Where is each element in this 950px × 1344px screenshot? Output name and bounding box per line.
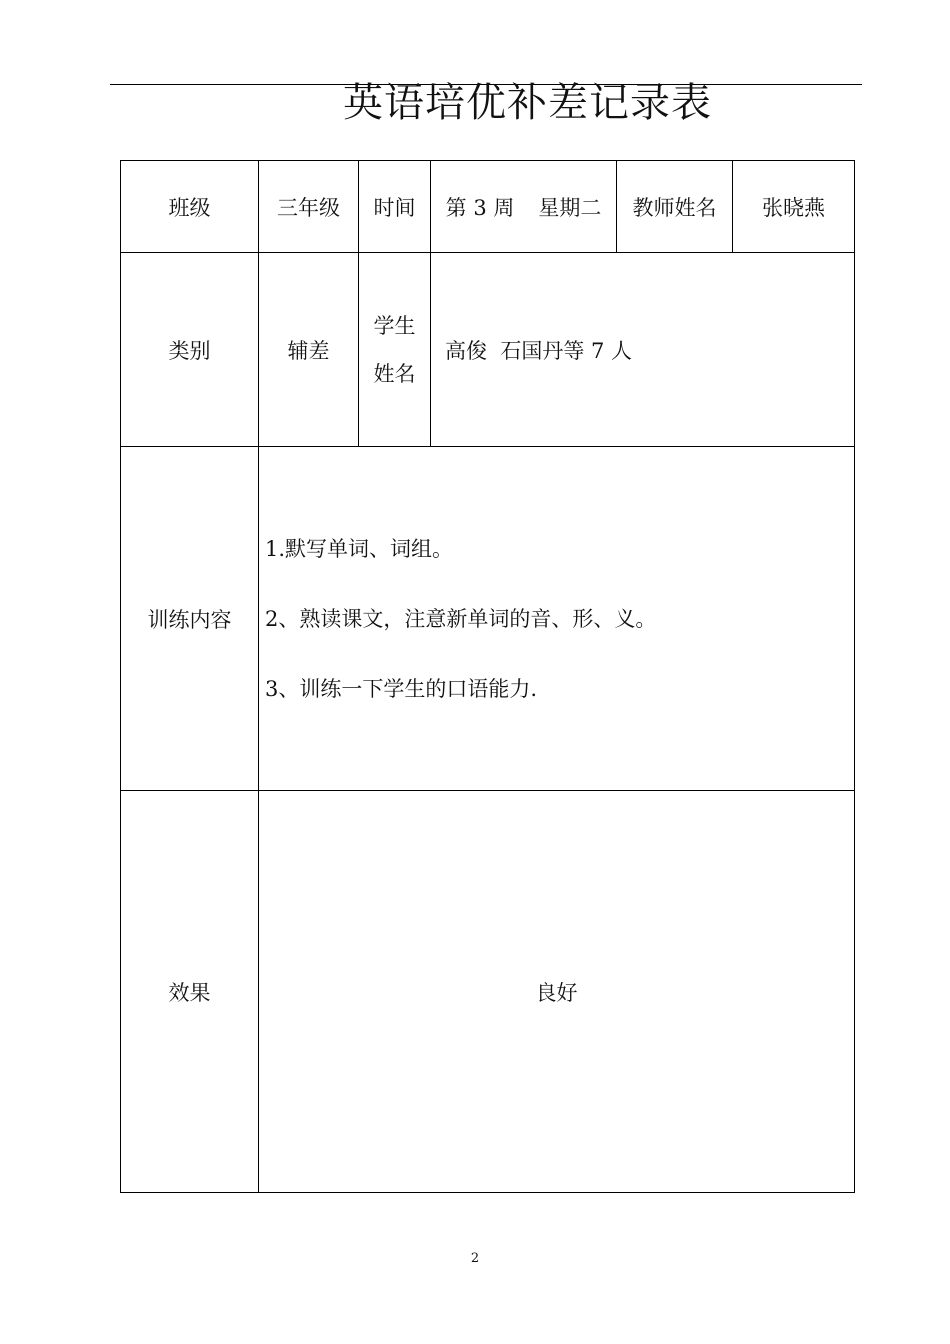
- teacher-label: 教师姓名: [617, 161, 733, 253]
- time-value: [431, 161, 617, 253]
- time-label: 时间: [359, 161, 431, 253]
- class-value: 三年级: [259, 161, 359, 253]
- training-item-1: 1.默写单词、词组。: [265, 536, 454, 561]
- record-table: [120, 160, 855, 1193]
- student-names: 高俊 石国丹等 7 人: [431, 253, 855, 447]
- effect-value: 良好: [259, 791, 855, 1193]
- table-row: [121, 253, 855, 447]
- student-label-line2: 姓名: [373, 361, 416, 386]
- effect-label: 效果: [121, 791, 259, 1193]
- table-row: [121, 791, 855, 1193]
- student-label-line1: 学生: [373, 313, 416, 338]
- teacher-value: 张晓燕: [733, 161, 855, 253]
- training-content-label: 训练内容: [121, 447, 259, 791]
- training-content: [259, 447, 855, 791]
- training-item-3: 3、训练一下学生的口语能力.: [265, 676, 538, 701]
- time-day: 星期二: [538, 195, 602, 220]
- time-week: 第 3 周: [445, 195, 515, 220]
- table-row: [121, 447, 855, 791]
- class-label: 班级: [121, 161, 259, 253]
- category-value: 辅差: [259, 253, 359, 447]
- category-label: 类别: [121, 253, 259, 447]
- table-row: [121, 161, 855, 253]
- training-item-2: 2、熟读课文，注意新单词的音、形、义。: [265, 606, 657, 631]
- student-name-label: [359, 253, 431, 447]
- page-number: 2: [470, 1251, 480, 1266]
- document-title: 英语培优补差记录表: [343, 80, 712, 126]
